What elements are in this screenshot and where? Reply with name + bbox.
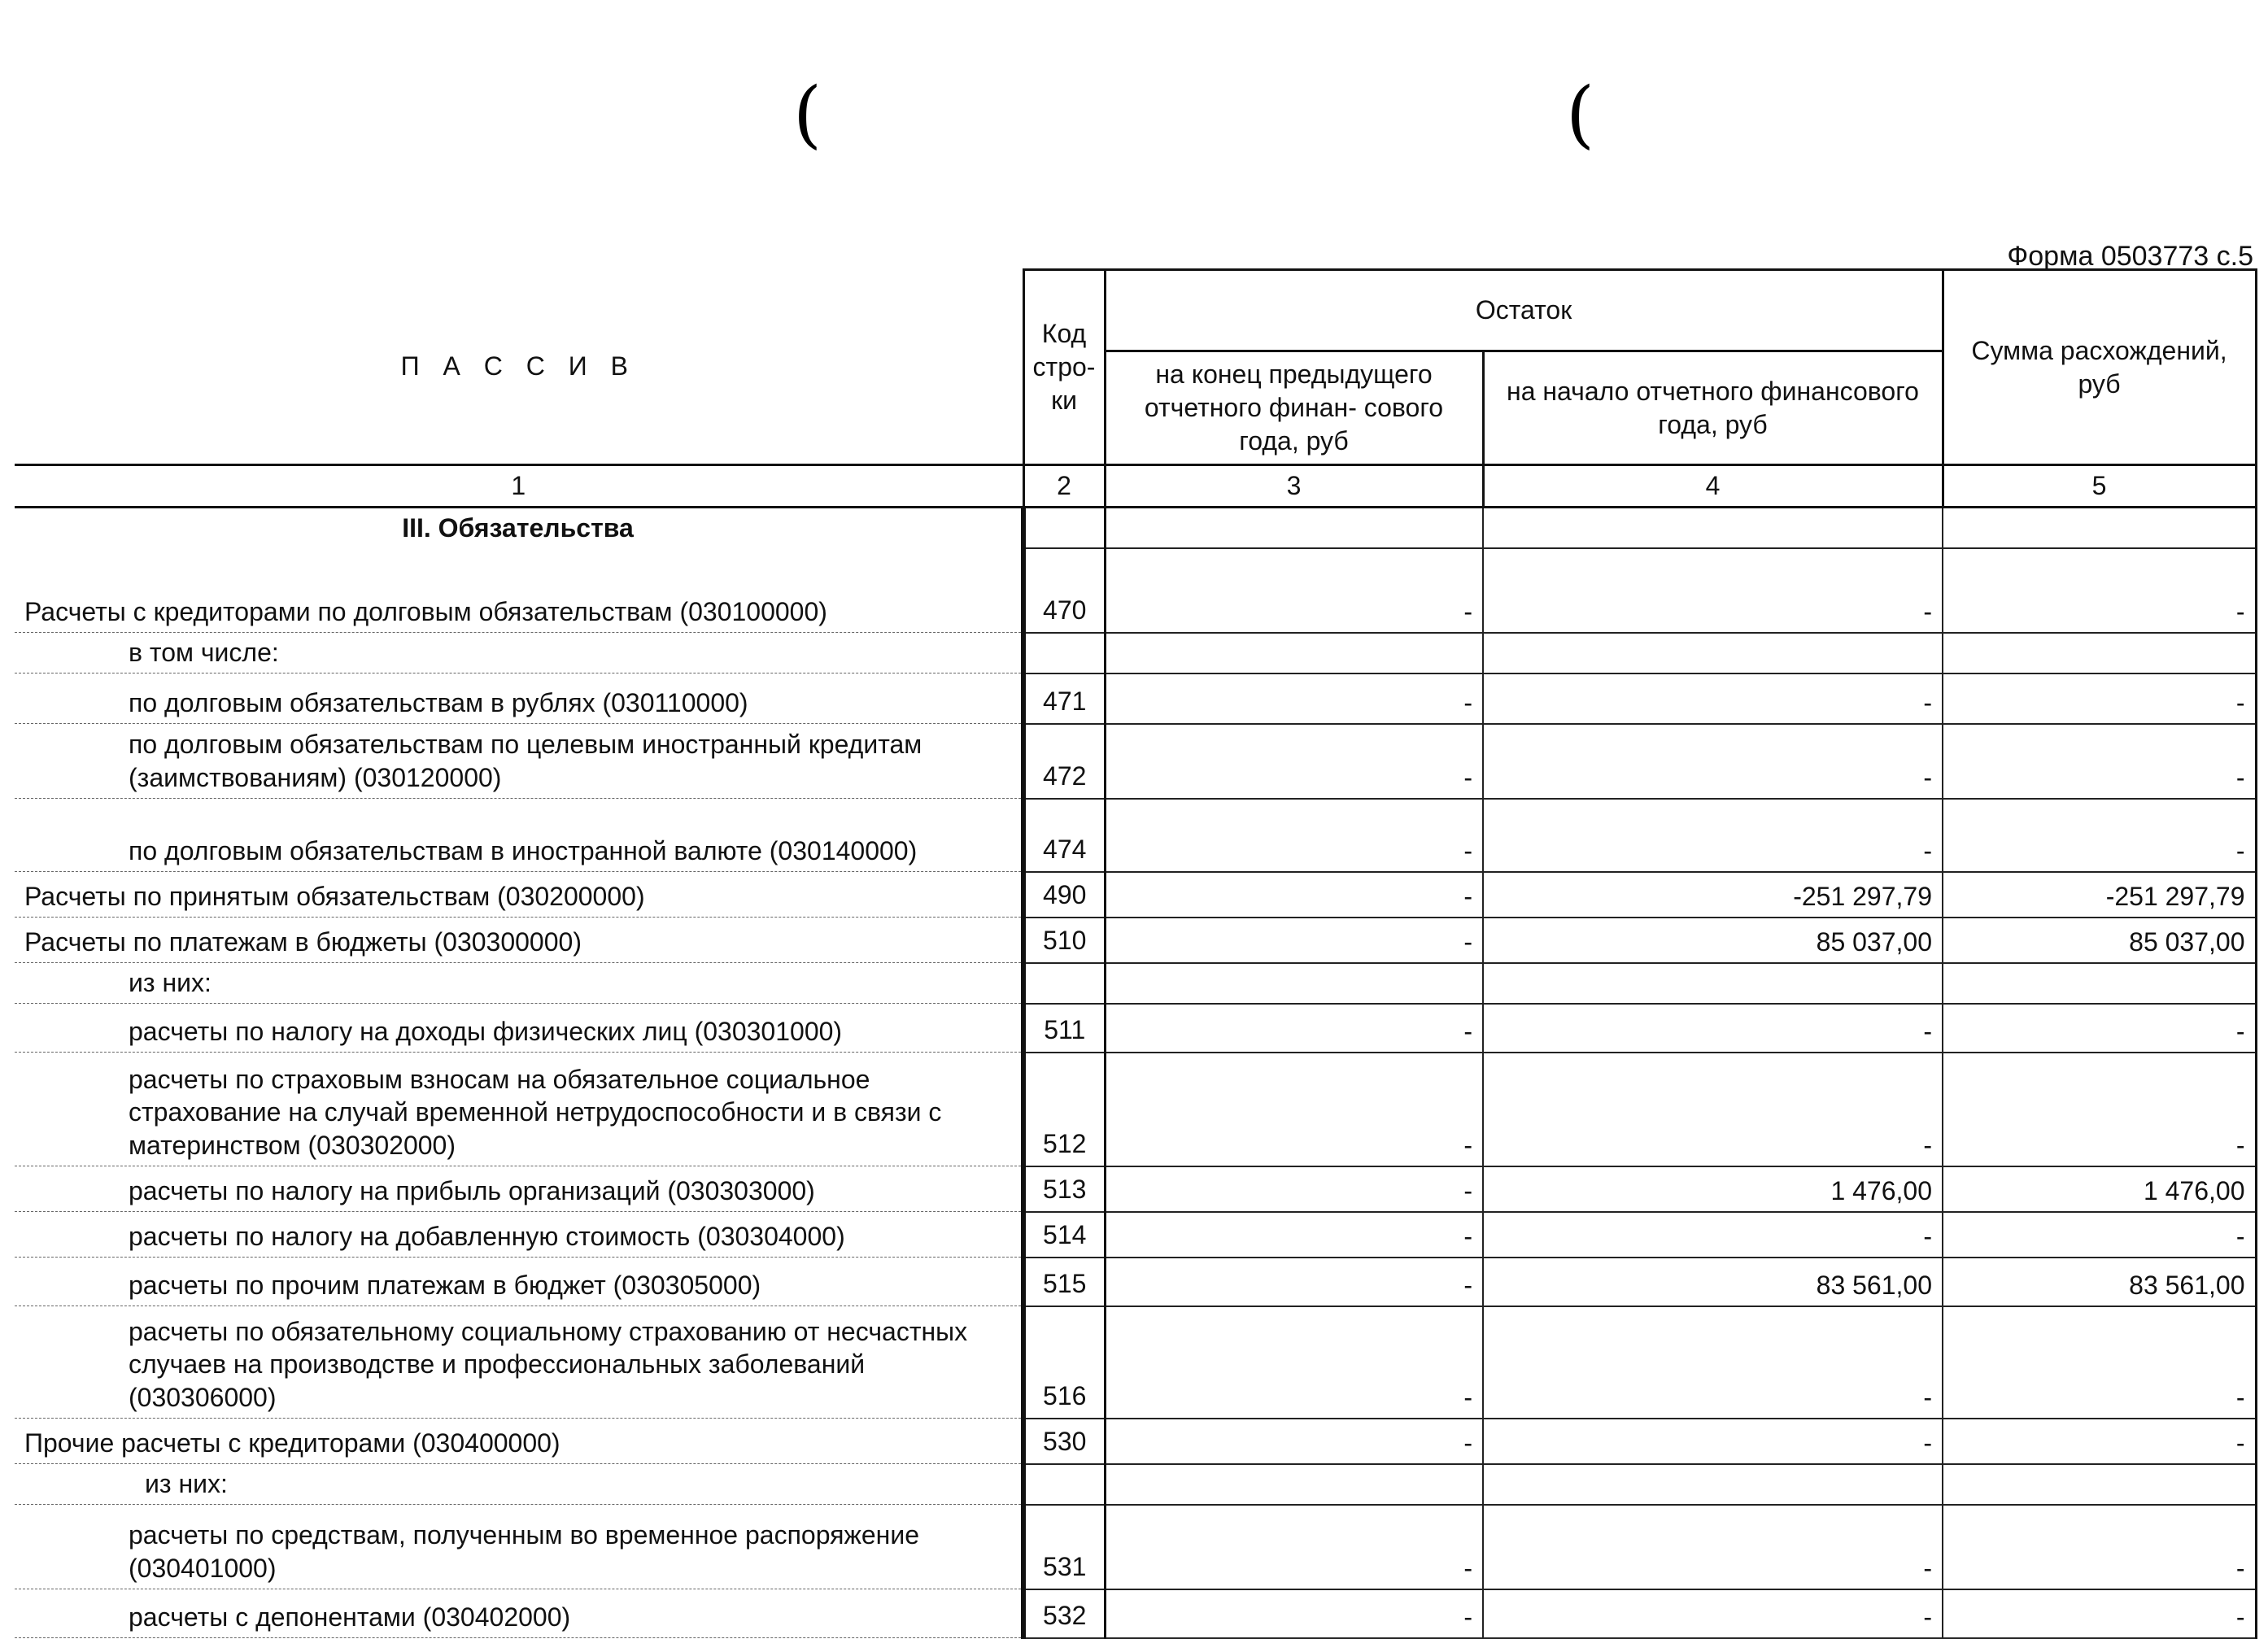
row-discrepancy-value: 1 476,00 (1943, 1166, 2256, 1212)
row-prev-year-end-value (1105, 1464, 1483, 1505)
row-name: расчеты по средствам, полученным во временное распоряжение (030401000) (15, 1505, 1023, 1589)
row-current-year-start-value: - (1483, 548, 1943, 633)
row-name: Расчеты по принятым обязательствам (030200000) (15, 872, 1023, 918)
row-name: из них: (15, 1464, 1023, 1505)
row-discrepancy-value: - (1943, 1589, 2256, 1638)
row-code: 470 (1023, 548, 1105, 633)
row-name: расчеты по налогу на добавленную стоимость (030304000) (15, 1212, 1023, 1258)
row-name: расчеты по прочим платежам в бюджет (030305000) (15, 1258, 1023, 1306)
row-prev-year-end-value: - (1105, 1306, 1483, 1419)
row-prev-year-end-value (1105, 633, 1483, 673)
row-name: по долговым обязательствам по целевым иностранный кредитам (заимствованиям) (030120000) (15, 724, 1023, 799)
row-name: Прочие расчеты с кредиторами (030400000) (15, 1419, 1023, 1464)
row-name: по долговым обязательствам в иностранной валюте (030140000) (15, 799, 1023, 872)
row-code (1023, 963, 1105, 1004)
header-line-code: Код стро- ки (1023, 270, 1105, 465)
row-prev-year-end-value: - (1105, 1419, 1483, 1464)
row-discrepancy-value: -251 297,79 (1943, 872, 2256, 918)
row-current-year-start-value: - (1483, 799, 1943, 872)
row-current-year-start-value: 1 476,00 (1483, 1166, 1943, 1212)
column-index-3: 3 (1105, 465, 1483, 508)
column-index-4: 4 (1483, 465, 1943, 508)
row-code: 513 (1023, 1166, 1105, 1212)
row-prev-year-end-value: - (1105, 1166, 1483, 1212)
header-discrepancy-sum: Сумма расхождений, руб (1943, 270, 2256, 465)
row-code (1023, 633, 1105, 673)
row-discrepancy-value: - (1943, 673, 2256, 724)
table-row (15, 1004, 2256, 1053)
row-current-year-start-value: - (1483, 1419, 1943, 1464)
row-discrepancy-value: - (1943, 1419, 2256, 1464)
row-current-year-start-value (1483, 963, 1943, 1004)
row-discrepancy-value: - (1943, 1212, 2256, 1258)
row-current-year-start-value: - (1483, 1505, 1943, 1589)
table-row (15, 1306, 2256, 1419)
header-current-year-start: на начало отчетного финансового года, руб (1483, 351, 1943, 465)
table-row (15, 872, 2256, 918)
row-prev-year-end-value: - (1105, 799, 1483, 872)
header-pasiv: П А С С И В (400, 351, 636, 381)
row-current-year-start-value: - (1483, 1004, 1943, 1053)
row-discrepancy-value: - (1943, 1306, 2256, 1419)
row-code: 530 (1023, 1419, 1105, 1464)
row-prev-year-end-value: - (1105, 1053, 1483, 1166)
row-code (1023, 1464, 1105, 1505)
row-current-year-start-value: 85 037,00 (1483, 918, 1943, 963)
row-name: расчеты по страховым взносам на обязательное социальное страхование на случай временной нетрудоспособности и в связи с материнством (030302000) (15, 1053, 1023, 1166)
table-row (15, 1212, 2256, 1258)
table-row (15, 1464, 2256, 1505)
table-row (15, 1589, 2256, 1638)
row-name: расчеты по налогу на доходы физических лиц (030301000) (15, 1004, 1023, 1053)
table-row (15, 799, 2256, 872)
row-code: 511 (1023, 1004, 1105, 1053)
table-row (15, 1053, 2256, 1166)
row-name: по долговым обязательствам в рублях (030110000) (15, 673, 1023, 724)
table-row (15, 1166, 2256, 1212)
table-row (15, 1258, 2256, 1306)
row-current-year-start-value: - (1483, 1306, 1943, 1419)
row-prev-year-end-value: - (1105, 673, 1483, 724)
row-prev-year-end-value: - (1105, 1258, 1483, 1306)
row-prev-year-end-value: - (1105, 548, 1483, 633)
row-code: 472 (1023, 724, 1105, 799)
row-name: расчеты с депонентами (030402000) (15, 1589, 1023, 1638)
row-code: 516 (1023, 1306, 1105, 1419)
row-name: расчеты по налогу на прибыль организаций (030303000) (15, 1166, 1023, 1212)
section-title: III. Обязательства (402, 512, 634, 543)
table-row (15, 724, 2256, 799)
table-row (15, 1419, 2256, 1464)
row-current-year-start-value: - (1483, 724, 1943, 799)
row-prev-year-end-value: - (1105, 1212, 1483, 1258)
row-prev-year-end-value: - (1105, 1589, 1483, 1638)
row-name: расчеты по обязательному социальному страхованию от несчастных случаев на производстве и профессиональных заболеваний (030306000) (15, 1306, 1023, 1419)
row-discrepancy-value: 83 561,00 (1943, 1258, 2256, 1306)
column-index-5: 5 (1943, 465, 2256, 508)
scan-mark-left: ( (793, 72, 822, 157)
table-row (15, 963, 2256, 1004)
header-balance-group: Остаток (1105, 270, 1943, 351)
row-prev-year-end-value: - (1105, 918, 1483, 963)
table-row (15, 633, 2256, 673)
row-code: 532 (1023, 1589, 1105, 1638)
row-name: Расчеты по платежам в бюджеты (030300000) (15, 918, 1023, 963)
liabilities-table (15, 268, 2257, 1639)
row-discrepancy-value: - (1943, 1053, 2256, 1166)
table-row (15, 1505, 2256, 1589)
row-code: 471 (1023, 673, 1105, 724)
row-name: из них: (15, 963, 1023, 1004)
row-discrepancy-value: - (1943, 724, 2256, 799)
row-discrepancy-value (1943, 633, 2256, 673)
row-prev-year-end-value: - (1105, 1004, 1483, 1053)
row-discrepancy-value (1943, 1464, 2256, 1505)
row-current-year-start-value: -251 297,79 (1483, 872, 1943, 918)
row-discrepancy-value: - (1943, 1004, 2256, 1053)
row-current-year-start-value: 83 561,00 (1483, 1258, 1943, 1306)
row-code: 515 (1023, 1258, 1105, 1306)
table-row (15, 673, 2256, 724)
row-current-year-start-value (1483, 1464, 1943, 1505)
row-prev-year-end-value: - (1105, 872, 1483, 918)
row-code: 490 (1023, 872, 1105, 918)
row-prev-year-end-value: - (1105, 1505, 1483, 1589)
row-discrepancy-value: - (1943, 1505, 2256, 1589)
row-code: 531 (1023, 1505, 1105, 1589)
header-prev-year-end: на конец предыдущего отчетного финан- сового года, руб (1105, 351, 1483, 465)
row-discrepancy-value (1943, 963, 2256, 1004)
table-row (15, 918, 2256, 963)
form-number: Форма 0503773 с.5 (2007, 241, 2253, 272)
row-discrepancy-value: - (1943, 548, 2256, 633)
row-current-year-start-value: - (1483, 673, 1943, 724)
row-current-year-start-value: - (1483, 1212, 1943, 1258)
row-prev-year-end-value: - (1105, 724, 1483, 799)
table-row (15, 548, 2256, 633)
row-prev-year-end-value (1105, 963, 1483, 1004)
row-code: 510 (1023, 918, 1105, 963)
row-code: 512 (1023, 1053, 1105, 1166)
row-current-year-start-value: - (1483, 1589, 1943, 1638)
row-code: 514 (1023, 1212, 1105, 1258)
row-current-year-start-value: - (1483, 1053, 1943, 1166)
row-discrepancy-value: 85 037,00 (1943, 918, 2256, 963)
row-current-year-start-value (1483, 633, 1943, 673)
row-discrepancy-value: - (1943, 799, 2256, 872)
row-code: 474 (1023, 799, 1105, 872)
scan-mark-right: ( (1566, 72, 1595, 157)
row-name: Расчеты с кредиторами по долговым обязательствам (030100000) (15, 548, 1023, 633)
row-name: в том числе: (15, 633, 1023, 673)
column-index-2: 2 (1023, 465, 1105, 508)
column-index-1: 1 (15, 465, 1023, 508)
